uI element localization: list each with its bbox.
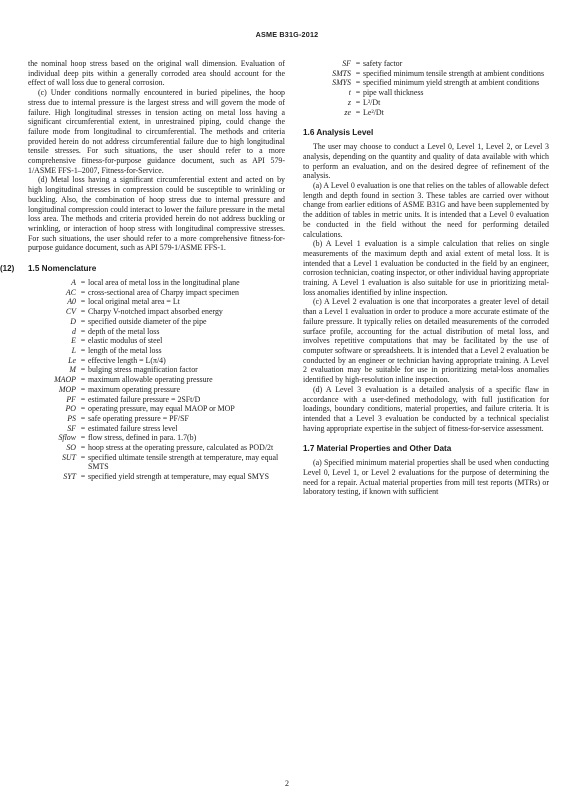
equals-sign: = — [355, 78, 361, 88]
equals-sign: = — [355, 107, 361, 117]
nomenclature-symbol: MOP — [58, 384, 76, 394]
nomenclature-symbol: CV — [65, 307, 76, 317]
nomenclature-definition: operating pressure, may equal MAOP or MOP — [88, 404, 235, 414]
equals-sign: = — [80, 443, 86, 453]
nomenclature-definition: hoop stress at the operating pressure, calculated as POD/2t — [88, 443, 274, 453]
equals-sign: = — [80, 384, 86, 394]
paragraph: The user may choose to conduct a Level 0, Level 1, Level 2, or Level 3 analysis, depending on the quantity and quality of data available with which to perform an evaluation, and on the desired degree of refinement of the analysis. — [303, 142, 549, 181]
equals-sign: = — [80, 365, 86, 375]
running-header: ASME B31G-2012 — [255, 30, 319, 39]
paragraph: (c) A Level 2 evaluation is one that incorporates a greater level of detail than a Level 1 evaluation in order to produce a more accurate estimate of the failure pressure. It typically relies on detailed measurements of the corroded surface profile, accounting for the actual distribution of metal loss, and involves repetitive computations that may be facilitated by the use of computer software or spreadsheets. It is intended that a Level 2 evaluation be conducted by an engineer or technician having appropriate training. A Level 2 evaluation may be suitable for use in prioritizing metal-loss anomalies identified by high-resolution inline inspection. — [303, 297, 549, 385]
nomenclature-list-continued — [303, 59, 549, 117]
equals-sign: = — [80, 423, 86, 433]
paragraph: (a) A Level 0 evaluation is one that relies on the tables of allowable defect length and depth found in section 3. These tables are carried over without change from earlier editions of ASME B31G and have been supplemented by the addition of tables in metric units. It is intended that a Level 0 evaluation be conducted in the field without the need for performing detailed calculations. — [303, 181, 549, 239]
nomenclature-symbol: SF — [67, 423, 76, 433]
nomenclature-symbol: SF — [342, 59, 351, 68]
nomenclature-symbol: SO — [66, 443, 76, 453]
nomenclature-symbol: D — [70, 316, 76, 326]
nomenclature-definition: specified ultimate tensile strength at temperature, may equal SMTS — [88, 452, 279, 472]
equals-sign: = — [80, 413, 86, 423]
paragraph: (a) Specified minimum material properties shall be used when conducting Level 0, Level 1, or Level 2 evaluations for the purpose of determining the need for a repair. Actual material properties from mill test reports (MTRs) or laboratory testing, if known with sufficient — [303, 458, 549, 497]
nomenclature-symbol: Le — [68, 355, 76, 365]
equals-sign: = — [80, 472, 86, 482]
section-heading-1-6 — [303, 128, 549, 138]
equals-sign: = — [355, 97, 361, 107]
paragraph: the nominal hoop stress based on the original wall dimension. Evaluation of individual deep pits within a generally corroded area should account for the effect of wall loss due to general corrosion. — [28, 59, 285, 88]
nomenclature-symbol: A — [71, 278, 76, 288]
paragraph: (d) A Level 3 evaluation is a detailed analysis of a specific flaw in accordance with a user-defined methodology, with full justification for loadings, boundary conditions, material properties, and failure criteria. It is intended that a Level 3 evaluation be conducted by a technical specialist having appropriate expertise in the subject of fitness-for-service assessment. — [303, 384, 549, 433]
nomenclature-symbol: SYT — [63, 472, 76, 482]
nomenclature-symbol: SMYS — [332, 78, 351, 88]
nomenclature-symbol: SMTS — [332, 68, 351, 78]
section-title: 1.6 Analysis Level — [303, 128, 374, 138]
nomenclature-symbol: M — [69, 365, 76, 375]
nomenclature-definition: pipe wall thickness — [363, 88, 424, 98]
nomenclature-symbol: PS — [67, 413, 76, 423]
nomenclature-symbol: AC — [65, 287, 76, 297]
section-heading-1-7 — [303, 444, 549, 454]
equals-sign: = — [355, 68, 361, 78]
nomenclature-definition: safety factor — [363, 59, 403, 68]
nomenclature-symbol: PF — [66, 394, 76, 404]
nomenclature-definition: bulging stress magnification factor — [88, 365, 198, 375]
nomenclature-definition: local area of metal loss in the longitudinal plane — [88, 278, 240, 288]
equals-sign: = — [80, 394, 86, 404]
equals-sign: = — [80, 307, 86, 317]
equals-sign: = — [80, 433, 86, 443]
nomenclature-definition: elastic modulus of steel — [88, 336, 163, 346]
nomenclature-symbol: A0 — [67, 297, 76, 307]
nomenclature-definition: specified outside diameter of the pipe — [88, 316, 207, 326]
nomenclature-symbol: z — [347, 97, 351, 107]
nomenclature-definition: maximum allowable operating pressure — [88, 375, 213, 385]
nomenclature-definition: cross-sectional area of Charpy impact specimen — [88, 287, 239, 297]
equals-sign: = — [80, 316, 86, 326]
equals-sign: = — [80, 287, 86, 297]
nomenclature-symbol: ze — [344, 107, 351, 117]
revision-tag: (12) — [0, 264, 15, 274]
nomenclature-definition: flow stress, defined in para. 1.7(b) — [88, 433, 197, 443]
paragraph: (b) A Level 1 evaluation is a simple calculation that relies on single measurements of the maximum depth and axial extent of metal loss. It is intended that a Level 1 evaluation be conducted in the field by an engineer, corrosion technician, coating inspector, or other individual having appropriate training. A Level 1 evaluation is also suitable for use in prioritizing metal-loss anomalies identified by inline inspection. — [303, 239, 549, 297]
nomenclature-definition: specified minimum yield strength at ambient conditions — [363, 78, 540, 88]
equals-sign: = — [80, 375, 86, 385]
equals-sign: = — [80, 345, 86, 355]
nomenclature-symbol: d — [72, 326, 76, 336]
equals-sign: = — [80, 404, 86, 414]
equals-sign: = — [80, 297, 86, 307]
equals-sign: = — [80, 326, 86, 336]
nomenclature-definition: estimated failure pressure = 2SFt/D — [88, 394, 201, 404]
nomenclature-definition: maximum operating pressure — [88, 384, 181, 394]
paragraph: (c) Under conditions normally encountered in buried pipelines, the hoop stress due to internal pressure is the largest stress and will govern the mode of failure. High longitudinal stresses in tension acting on metal loss having a significant circumferential extent, in unrestrained piping, could change the failure mode from longitudinal to circumferential. The methods and criteria provided herein do not address circumferential failure due to high longitudinal tensile stresses. For such situations, the user should refer to a more comprehensive fitness-for-purpose guidance document, such as API 579-1/ASME FFS-1–2007, Fitness-for-Service. — [28, 88, 285, 175]
nomenclature-definition: estimated failure stress level — [88, 423, 178, 433]
nomenclature-symbol: L — [71, 345, 76, 355]
nomenclature-definition: specified yield strength at temperature, may equal SMYS — [88, 472, 269, 482]
nomenclature-definition: L²/Dt — [363, 97, 381, 107]
nomenclature-definition: Le²/Dt — [363, 107, 384, 117]
nomenclature-definition: safe operating pressure = PF/SF — [88, 413, 189, 423]
equals-sign: = — [80, 355, 86, 365]
section-title: 1.5 Nomenclature — [28, 264, 97, 274]
nomenclature-symbol: PO — [65, 404, 76, 414]
paragraph: (d) Metal loss having a significant circumferential extent and acted on by high longitudinal stresses in compression could be susceptible to wrinkling or buckling. Also, the combination of hoop stress due to internal pressure and longitudinal compression could interact to lower the failure pressure in the metal loss area. The methods and criteria provided herein do not address buckling or wrinkling, or interaction of hoop stress with longitudinal compressive stresses. For such situations, the user should refer to a more comprehensive fitness-for-purpose guidance document, such as API 579-1/ASME FFS-1. — [28, 175, 285, 253]
section-title: 1.7 Material Properties and Other Data — [303, 444, 452, 454]
right-column — [303, 59, 549, 497]
nomenclature-definition: effective length = L(π/4) — [88, 355, 166, 365]
nomenclature-definition: local original metal area = Lt — [88, 297, 180, 307]
equals-sign: = — [80, 452, 86, 462]
page-number: 2 — [285, 779, 289, 788]
nomenclature-symbol: MAOP — [54, 375, 76, 385]
equals-sign: = — [80, 336, 86, 346]
nomenclature-definition: length of the metal loss — [88, 345, 162, 355]
nomenclature-symbol: SUT — [61, 452, 76, 462]
equals-sign: = — [355, 59, 361, 68]
nomenclature-symbol: Sflow — [58, 433, 76, 443]
nomenclature-definition: specified minimum tensile strength at ambient conditions — [363, 68, 545, 78]
nomenclature-definition: Charpy V-notched impact absorbed energy — [88, 307, 223, 317]
equals-sign: = — [355, 88, 361, 98]
nomenclature-symbol: t — [348, 88, 351, 98]
nomenclature-symbol: E — [71, 336, 76, 346]
left-column — [0, 59, 285, 482]
nomenclature-definition: depth of the metal loss — [88, 326, 160, 336]
section-heading-1-5 — [0, 264, 285, 274]
equals-sign: = — [80, 278, 86, 288]
nomenclature-list — [28, 278, 285, 482]
